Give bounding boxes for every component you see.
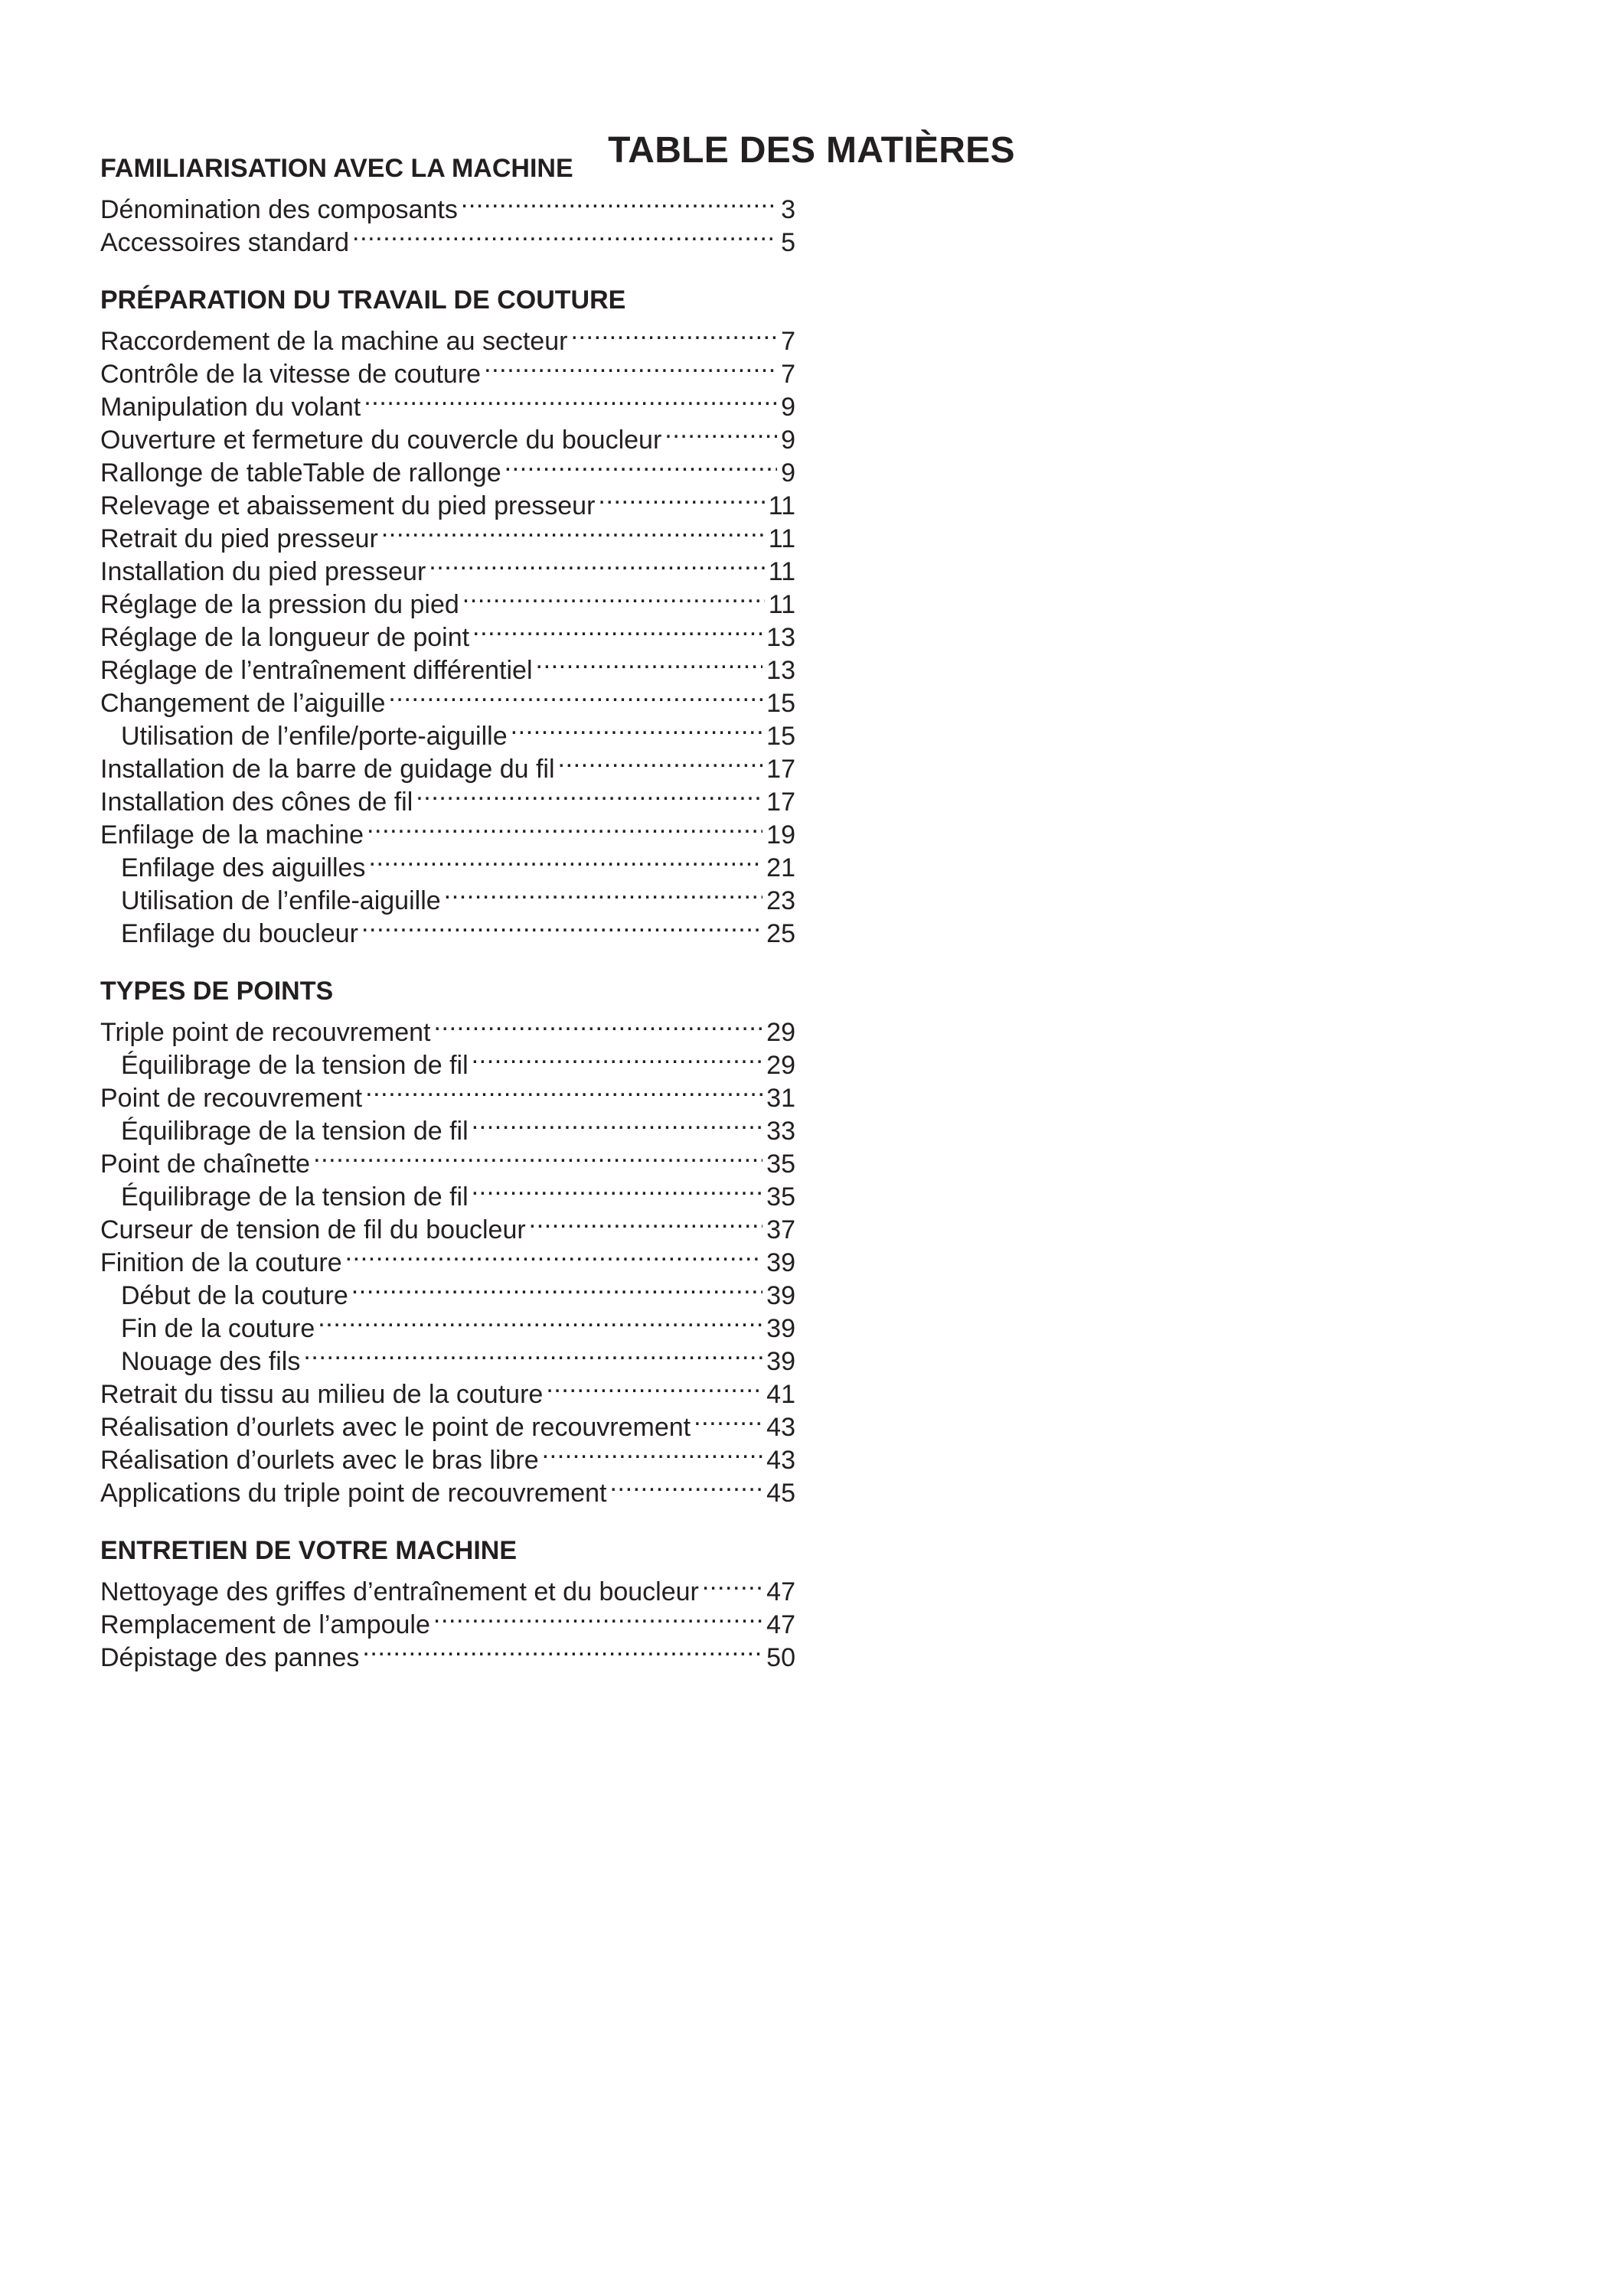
toc-entry[interactable] bbox=[100, 185, 795, 224]
page-number: 39 bbox=[766, 1347, 795, 1376]
entry-label: Nettoyage des griffes d’entraînement et du boucleur bbox=[100, 1577, 699, 1606]
entry-label: Triple point de recouvrement bbox=[100, 1018, 431, 1047]
page-number: 43 bbox=[766, 1446, 795, 1475]
page-number: 29 bbox=[766, 1018, 795, 1047]
dot-leader bbox=[472, 1172, 763, 1205]
entry-label: Fin de la couture bbox=[121, 1314, 315, 1343]
page-number: 43 bbox=[766, 1413, 795, 1442]
page-number: 31 bbox=[766, 1084, 795, 1113]
entry-label: Retrait du tissu au milieu de la couture bbox=[100, 1380, 544, 1409]
entry-label: Relevage et abaissement du pied presseur bbox=[100, 491, 596, 520]
entry-label: Ouverture et fermeture du couvercle du boucleur bbox=[100, 426, 662, 455]
page-number: 37 bbox=[766, 1215, 795, 1244]
page-number: 25 bbox=[766, 919, 795, 948]
page-number: 7 bbox=[781, 327, 795, 356]
entry-label: Utilisation de l’enfile-aiguille bbox=[121, 886, 441, 915]
section-heading: ENTRETIEN DE VOTRE MACHINE bbox=[100, 1536, 518, 1565]
dot-leader bbox=[472, 1041, 763, 1074]
entry-label: Installation de la barre de guidage du fil bbox=[100, 755, 555, 784]
entry-label: Réalisation d’ourlets avec le bras libre bbox=[100, 1446, 539, 1475]
toc-entry[interactable] bbox=[100, 1567, 795, 1606]
page-number: 17 bbox=[766, 788, 795, 817]
dot-leader bbox=[472, 1107, 763, 1140]
page-number: 13 bbox=[766, 656, 795, 685]
entry-label: Remplacement de l’ampoule bbox=[100, 1610, 430, 1639]
entry-label: Équilibrage de la tension de fil bbox=[121, 1182, 469, 1212]
page-number: 3 bbox=[781, 195, 795, 224]
toc-section bbox=[100, 975, 795, 1508]
page-number: 9 bbox=[781, 393, 795, 422]
page-number: 11 bbox=[768, 590, 795, 619]
entry-label: Contrôle de la vitesse de couture bbox=[100, 360, 482, 389]
dot-leader bbox=[313, 1140, 763, 1172]
dot-leader bbox=[546, 1370, 763, 1403]
dot-leader bbox=[303, 1337, 763, 1370]
dot-leader bbox=[352, 218, 777, 251]
dot-leader bbox=[318, 1304, 763, 1337]
toc-section bbox=[100, 152, 795, 257]
dot-leader bbox=[665, 416, 777, 448]
dot-leader bbox=[351, 1271, 763, 1304]
entry-label: Applications du triple point de recouvrement bbox=[100, 1479, 607, 1508]
page-number: 45 bbox=[766, 1479, 795, 1508]
page-number: 33 bbox=[766, 1117, 795, 1146]
page-number: 41 bbox=[766, 1380, 795, 1409]
entry-label: Équilibrage de la tension de fil bbox=[121, 1051, 469, 1080]
toc-entry[interactable] bbox=[100, 1008, 795, 1047]
entry-label: Nouage des fils bbox=[121, 1347, 301, 1376]
section-heading: PRÉPARATION DU TRAVAIL DE COUTURE bbox=[100, 285, 626, 315]
entry-label: Début de la couture bbox=[121, 1281, 348, 1310]
entry-label: Point de chaînette bbox=[100, 1150, 311, 1179]
dot-leader bbox=[345, 1238, 763, 1271]
section-heading: TYPES DE POINTS bbox=[100, 977, 334, 1006]
page-number: 50 bbox=[766, 1643, 795, 1672]
page-number: 11 bbox=[768, 557, 795, 586]
dot-leader bbox=[484, 350, 777, 383]
dot-leader bbox=[429, 547, 764, 580]
dot-leader bbox=[598, 481, 764, 514]
dot-leader bbox=[529, 1205, 763, 1238]
page-number: 35 bbox=[766, 1182, 795, 1212]
page-number: 19 bbox=[766, 820, 795, 850]
dot-leader bbox=[462, 580, 765, 613]
page-number: 47 bbox=[766, 1610, 795, 1639]
entry-label: Accessoires standard bbox=[100, 228, 350, 257]
toc-section bbox=[100, 1534, 795, 1672]
dot-leader bbox=[361, 909, 763, 942]
entry-label: Installation du pied presseur bbox=[100, 557, 426, 586]
page-number: 47 bbox=[766, 1577, 795, 1606]
entry-label: Enfilage des aiguilles bbox=[121, 853, 366, 882]
entry-label: Installation des cônes de fil bbox=[100, 788, 413, 817]
dot-leader bbox=[365, 1074, 763, 1107]
dot-leader bbox=[433, 1600, 763, 1633]
page-number: 23 bbox=[766, 886, 795, 915]
entry-label: Dépistage des pannes bbox=[100, 1643, 360, 1672]
entry-label: Dénomination des composants bbox=[100, 195, 458, 224]
entry-label: Réglage de la longueur de point bbox=[100, 623, 470, 652]
dot-leader bbox=[536, 646, 763, 679]
entry-label: Retrait du pied presseur bbox=[100, 524, 378, 553]
page-title: TABLE DES MATIÈRES bbox=[608, 130, 1015, 171]
page-number: 21 bbox=[766, 853, 795, 882]
entry-label: Changement de l’aiguille bbox=[100, 689, 386, 718]
page-number: 13 bbox=[766, 623, 795, 652]
entry-label: Réalisation d’ourlets avec le point de recouvrement bbox=[100, 1413, 691, 1442]
entry-label: Rallonge de tableTable de rallonge bbox=[100, 458, 501, 488]
dot-leader bbox=[461, 185, 777, 218]
toc-section bbox=[100, 284, 795, 948]
entry-label: Utilisation de l’enfile/porte-aiguille bbox=[121, 722, 508, 751]
page-number: 5 bbox=[781, 228, 795, 257]
toc-entry[interactable] bbox=[100, 317, 795, 356]
entry-label: Finition de la couture bbox=[100, 1248, 342, 1277]
dot-leader bbox=[511, 712, 763, 745]
dot-leader bbox=[702, 1567, 763, 1600]
dot-leader bbox=[368, 843, 763, 876]
page-number: 35 bbox=[766, 1150, 795, 1179]
dot-leader bbox=[434, 1008, 763, 1041]
section-heading: FAMILIARISATION AVEC LA MACHINE bbox=[100, 154, 573, 183]
dot-leader bbox=[416, 778, 763, 810]
entry-label: Raccordement de la machine au secteur bbox=[100, 327, 568, 356]
dot-leader bbox=[542, 1436, 763, 1469]
dot-leader bbox=[505, 448, 777, 481]
page-number: 11 bbox=[768, 491, 795, 520]
dot-leader bbox=[610, 1469, 763, 1502]
page-number: 17 bbox=[766, 755, 795, 784]
dot-leader bbox=[558, 745, 763, 778]
page-number: 7 bbox=[781, 360, 795, 389]
table-of-contents bbox=[100, 152, 795, 1672]
entry-label: Curseur de tension de fil du boucleur bbox=[100, 1215, 526, 1244]
entry-label: Enfilage de la machine bbox=[100, 820, 364, 850]
page-number: 11 bbox=[768, 524, 795, 553]
page-number: 15 bbox=[766, 689, 795, 718]
entry-label: Réglage de l’entraînement différentiel bbox=[100, 656, 533, 685]
entry-label: Manipulation du volant bbox=[100, 393, 361, 422]
entry-label: Point de recouvrement bbox=[100, 1084, 363, 1113]
entry-label: Réglage de la pression du pied bbox=[100, 590, 459, 619]
dot-leader bbox=[444, 876, 763, 909]
dot-leader bbox=[570, 317, 777, 350]
entry-label: Enfilage du boucleur bbox=[121, 919, 359, 948]
page-number: 39 bbox=[766, 1281, 795, 1310]
dot-leader bbox=[381, 514, 765, 547]
dot-leader bbox=[367, 810, 763, 843]
page-number: 9 bbox=[781, 426, 795, 455]
page-number: 9 bbox=[781, 458, 795, 488]
page-number: 29 bbox=[766, 1051, 795, 1080]
dot-leader bbox=[472, 613, 763, 646]
dot-leader bbox=[362, 1633, 763, 1666]
page-number: 15 bbox=[766, 722, 795, 751]
page-number: 39 bbox=[766, 1314, 795, 1343]
dot-leader bbox=[694, 1403, 763, 1436]
page-number: 39 bbox=[766, 1248, 795, 1277]
entry-label: Équilibrage de la tension de fil bbox=[121, 1117, 469, 1146]
dot-leader bbox=[364, 383, 777, 416]
dot-leader bbox=[388, 679, 763, 712]
